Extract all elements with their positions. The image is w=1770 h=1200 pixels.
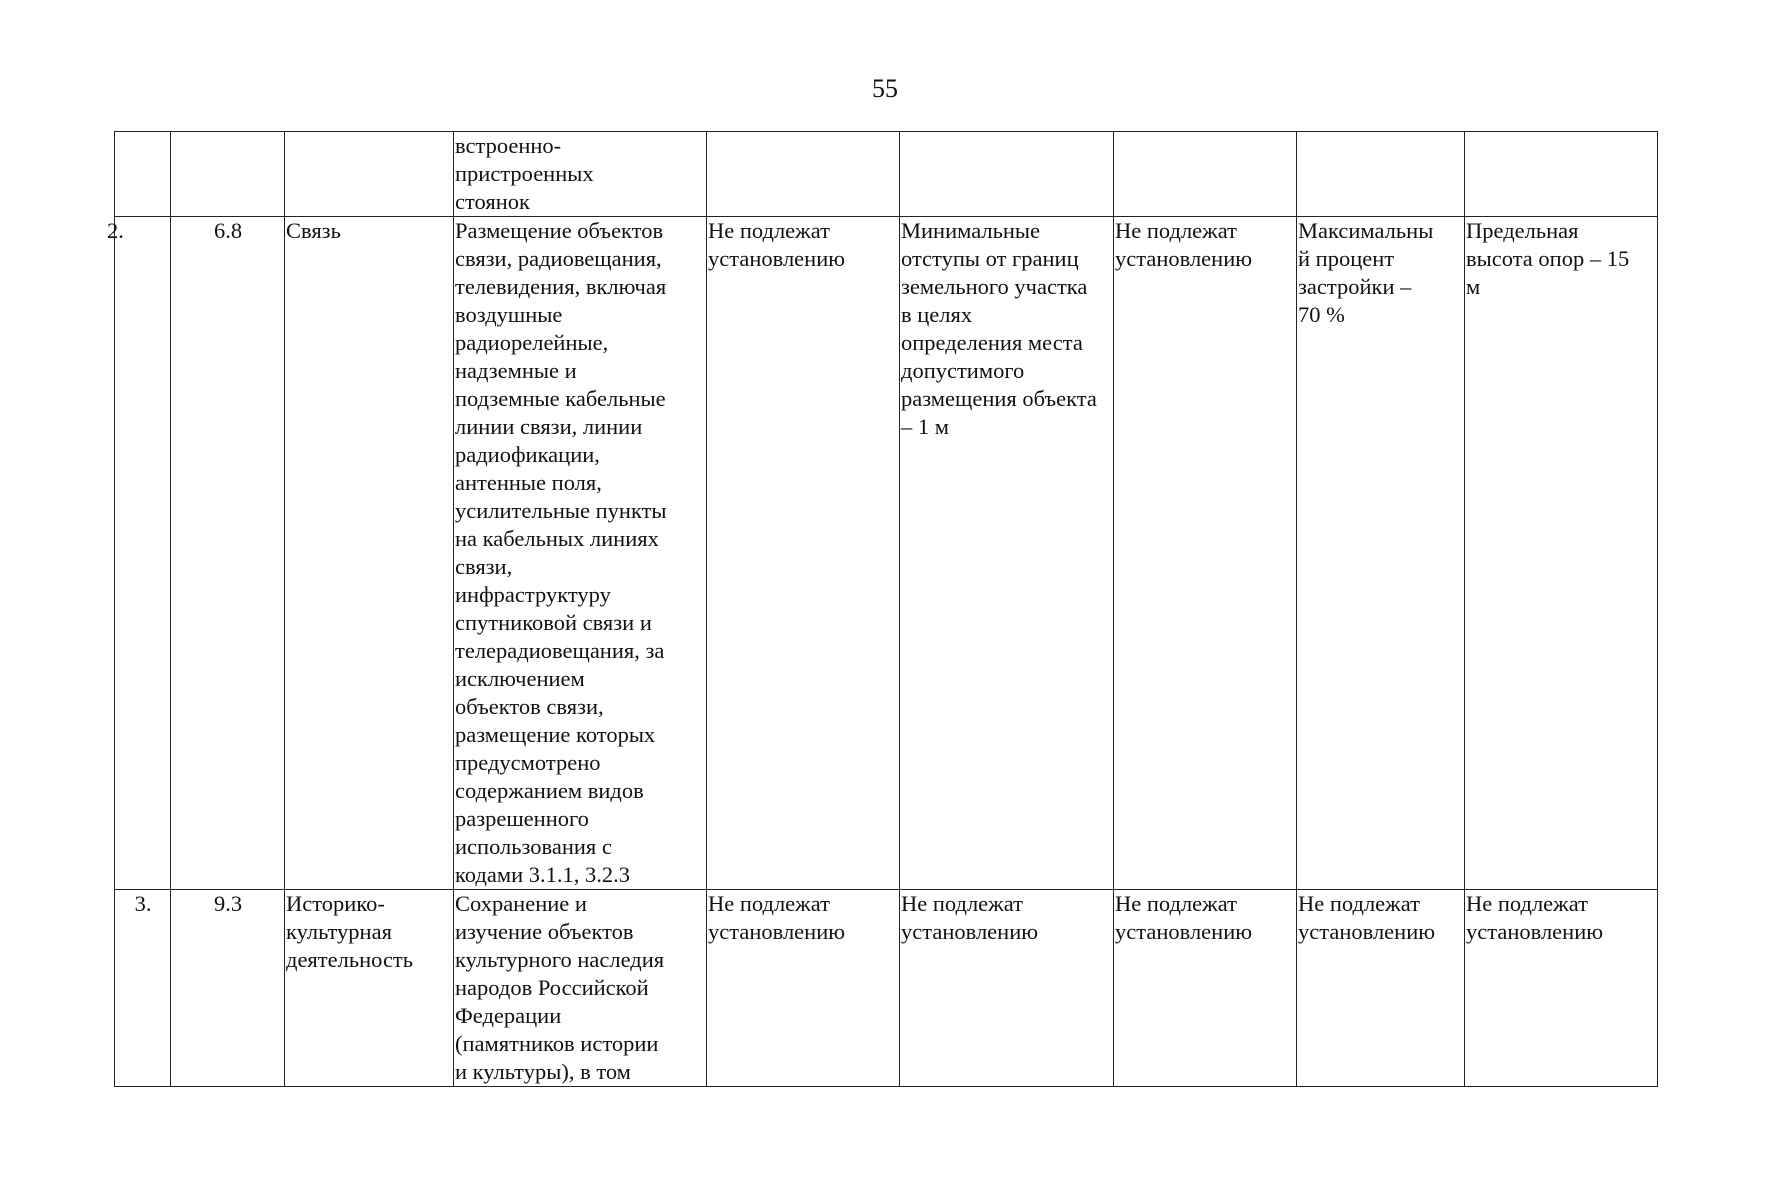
row-number-cell: 3. xyxy=(115,890,171,1087)
table-cell: Максимальны й процент застройки – 70 % xyxy=(1297,217,1465,890)
row-number-cell: 2. xyxy=(115,217,171,890)
description-cell: Сохранение и изучение объектов культурного наследия народов Российской Федерации (памятников истории и культуры), в том xyxy=(454,890,707,1087)
table-cell: встроенно- пристроенных стоянок xyxy=(454,132,707,217)
table-cell: Не подлежат установлению xyxy=(1465,890,1658,1087)
table-cell: Не подлежат установлению xyxy=(707,217,900,890)
regulations-table xyxy=(107,131,1658,1087)
table-row xyxy=(115,132,1658,217)
code-cell: 9.3 xyxy=(171,890,285,1087)
table-cell xyxy=(115,132,171,217)
table-cell: Минимальные отступы от границ земельного участка в целях определения места допустимого размещения объекта – 1 м xyxy=(900,217,1114,890)
table-cell xyxy=(1114,132,1297,217)
table-cell: Предельная высота опор – 15 м xyxy=(1465,217,1658,890)
table-cell: Не подлежат установлению xyxy=(1114,217,1297,890)
table-cell xyxy=(285,132,454,217)
table-cell xyxy=(1297,132,1465,217)
table-cell xyxy=(171,132,285,217)
use-type-cell: Связь xyxy=(285,217,454,890)
description-cell: Размещение объектов связи, радиовещания, телевидения, включая воздушные радиорелейные, надземные и подземные кабельные линии связи, линии радиофикации, антенные поля, усилительные пункты на кабельных линиях связи, инфраструктуру спутниковой связи и телерадиовещания, за исключением объектов связи, размещение которых предусмотрено содержанием видов разрешенного использования с кодами 3.1.1, 3.2.3 xyxy=(454,217,707,890)
code-cell: 6.8 xyxy=(171,217,285,890)
table-cell: Не подлежат установлению xyxy=(1114,890,1297,1087)
table-cell: Не подлежат установлению xyxy=(900,890,1114,1087)
use-type-cell: Историко- культурная деятельность xyxy=(285,890,454,1087)
page-number: 55 xyxy=(872,74,898,103)
table-cell xyxy=(1465,132,1658,217)
table-cell xyxy=(900,132,1114,217)
table-row xyxy=(115,217,1658,890)
table-cell xyxy=(707,132,900,217)
table-cell: Не подлежат установлению xyxy=(1297,890,1465,1087)
table-cell: Не подлежат установлению xyxy=(707,890,900,1087)
table-row xyxy=(115,890,1658,1087)
